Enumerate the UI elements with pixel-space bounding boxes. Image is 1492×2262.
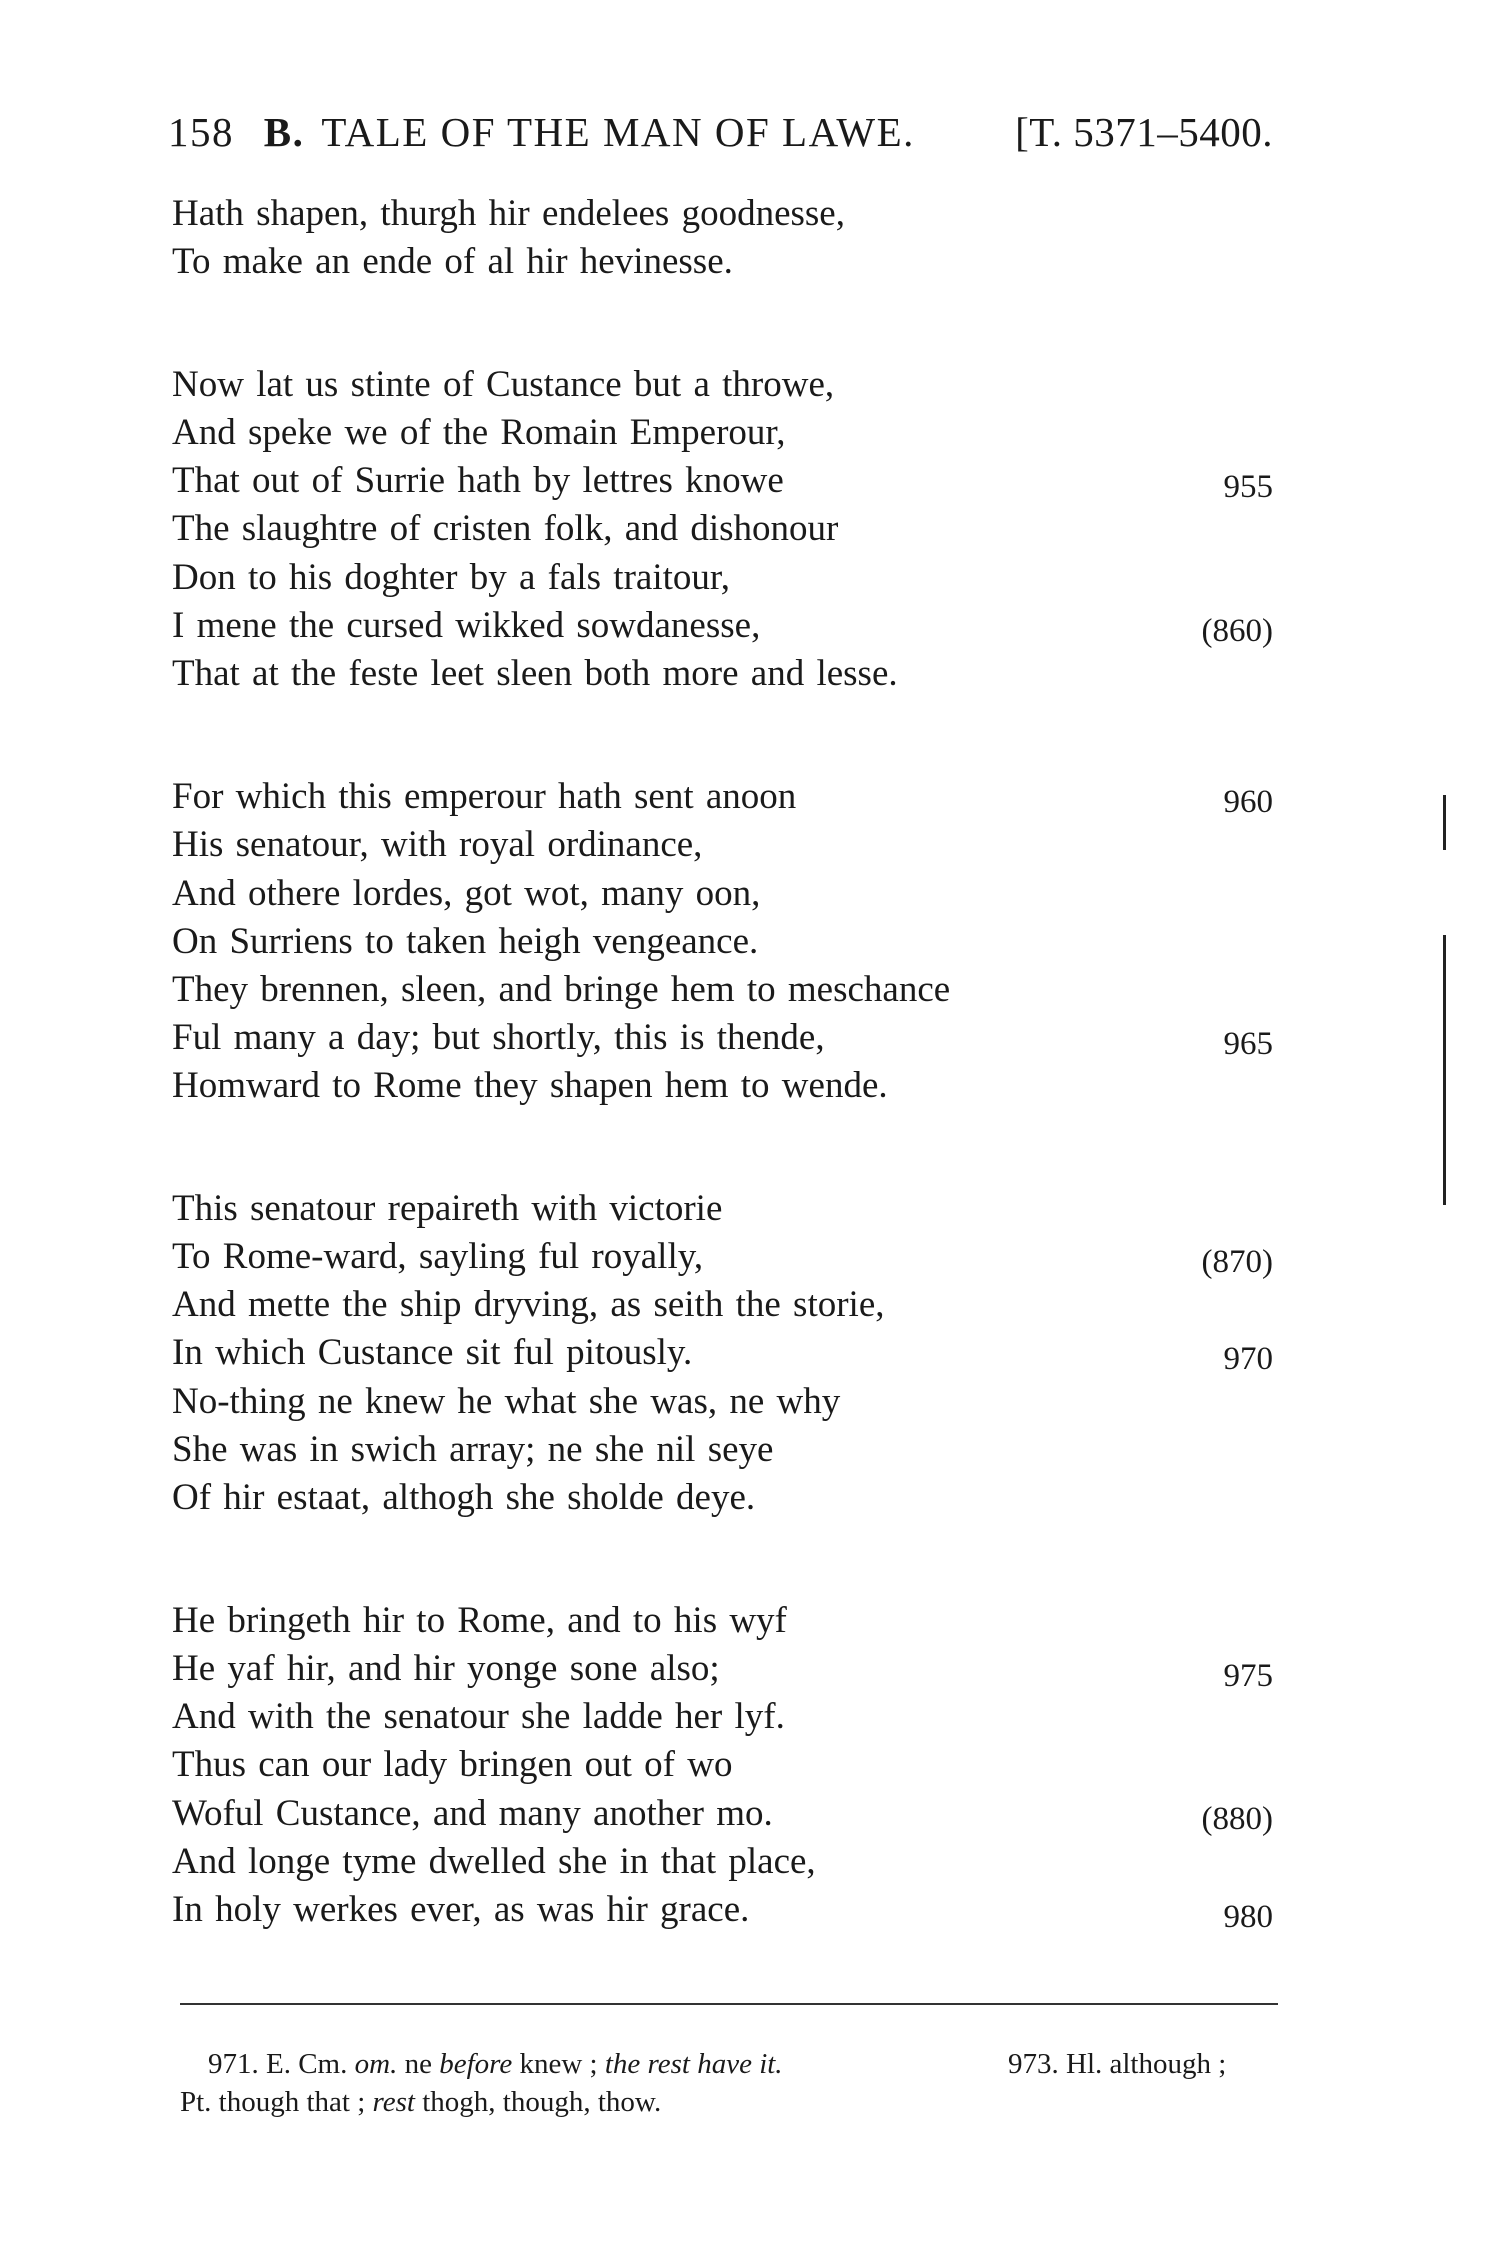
line-range: [T. 5371–5400. bbox=[1015, 109, 1273, 155]
footnote-label: 973. bbox=[1008, 2048, 1059, 2080]
footnote-973: 973. Hl. although ; bbox=[1008, 2048, 1227, 2080]
line-number: 980 bbox=[1223, 1899, 1273, 1935]
footnote-divider bbox=[180, 2003, 1278, 2005]
verse-line: The slaughtre of cristen folk, and dishonour bbox=[172, 508, 839, 549]
verse-line: And speke we of the Romain Emperour, bbox=[172, 412, 786, 453]
line-number: (870) bbox=[1201, 1244, 1273, 1280]
verse-line: For which this emperour hath sent anoon bbox=[172, 776, 797, 817]
verse-line: Ful many a day; but shortly, this is thende, bbox=[172, 1017, 825, 1058]
footnote-971-continued: Pt. though that ; rest thogh, though, thow. bbox=[180, 2086, 662, 2118]
line-number: 960 bbox=[1223, 784, 1273, 820]
verse-line: Thus can our lady bringen out of wo bbox=[172, 1744, 733, 1785]
verse-line: And othere lordes, got wot, many oon, bbox=[172, 873, 761, 914]
verse-line: In holy werkes ever, as was hir grace. bbox=[172, 1889, 750, 1930]
line-number: 965 bbox=[1223, 1026, 1273, 1062]
verse-line: This senatour repaireth with victorie bbox=[172, 1188, 723, 1229]
verse-line: On Surriens to taken heigh vengeance. bbox=[172, 921, 759, 962]
verse-line: To Rome-ward, sayling ful royally, bbox=[172, 1236, 704, 1277]
page-number: 158 bbox=[168, 109, 234, 155]
verse-line: His senatour, with royal ordinance, bbox=[172, 824, 703, 865]
verse-line: Homward to Rome they shapen hem to wende. bbox=[172, 1065, 888, 1106]
verse-line: No-thing ne knew he what she was, ne why bbox=[172, 1381, 841, 1422]
verse-line: And with the senatour she ladde her lyf. bbox=[172, 1696, 785, 1737]
scan-edge-mark bbox=[1443, 935, 1446, 1205]
line-number: 970 bbox=[1223, 1341, 1273, 1377]
line-number: (880) bbox=[1201, 1801, 1273, 1837]
line-number: 955 bbox=[1223, 469, 1273, 505]
line-number: (860) bbox=[1201, 613, 1273, 649]
verse-line: He bringeth hir to Rome, and to his wyf bbox=[172, 1600, 787, 1641]
verse-line: They brennen, sleen, and bringe hem to meschance bbox=[172, 969, 951, 1010]
verse-line: He yaf hir, and hir yonge sone also; bbox=[172, 1648, 720, 1689]
verse-line: Of hir estaat, althogh she sholde deye. bbox=[172, 1477, 756, 1518]
verse-line: Woful Custance, and many another mo. bbox=[172, 1793, 773, 1834]
verse-line: In which Custance sit ful pitously. bbox=[172, 1332, 693, 1373]
verse-line: I mene the cursed wikked sowdanesse, bbox=[172, 605, 761, 646]
footnote-label: 971. bbox=[208, 2048, 259, 2080]
verse-line: And longe tyme dwelled she in that place, bbox=[172, 1841, 816, 1882]
verse-line: Hath shapen, thurgh hir endelees goodnesse, bbox=[172, 193, 845, 234]
section-letter: B. bbox=[263, 109, 305, 155]
scan-edge-mark bbox=[1443, 795, 1446, 850]
verse-line: Don to his doghter by a fals traitour, bbox=[172, 557, 730, 598]
verse-line: And mette the ship dryving, as seith the storie, bbox=[172, 1284, 885, 1325]
verse-line: Now lat us stinte of Custance but a throwe, bbox=[172, 364, 835, 405]
verse-line: She was in swich array; ne she nil seye bbox=[172, 1429, 774, 1470]
verse-line: To make an ende of al hir hevinesse. bbox=[172, 241, 733, 282]
running-title: TALE OF THE MAN OF LAWE. bbox=[321, 109, 915, 155]
page-header bbox=[168, 108, 1273, 156]
verse-line: That out of Surrie hath by lettres knowe bbox=[172, 460, 784, 501]
line-number: 975 bbox=[1223, 1658, 1273, 1694]
verse-line: That at the feste leet sleen both more and lesse. bbox=[172, 653, 898, 694]
footnote-971: 971. E. Cm. om. ne before knew ; the rest have it. bbox=[208, 2048, 783, 2080]
